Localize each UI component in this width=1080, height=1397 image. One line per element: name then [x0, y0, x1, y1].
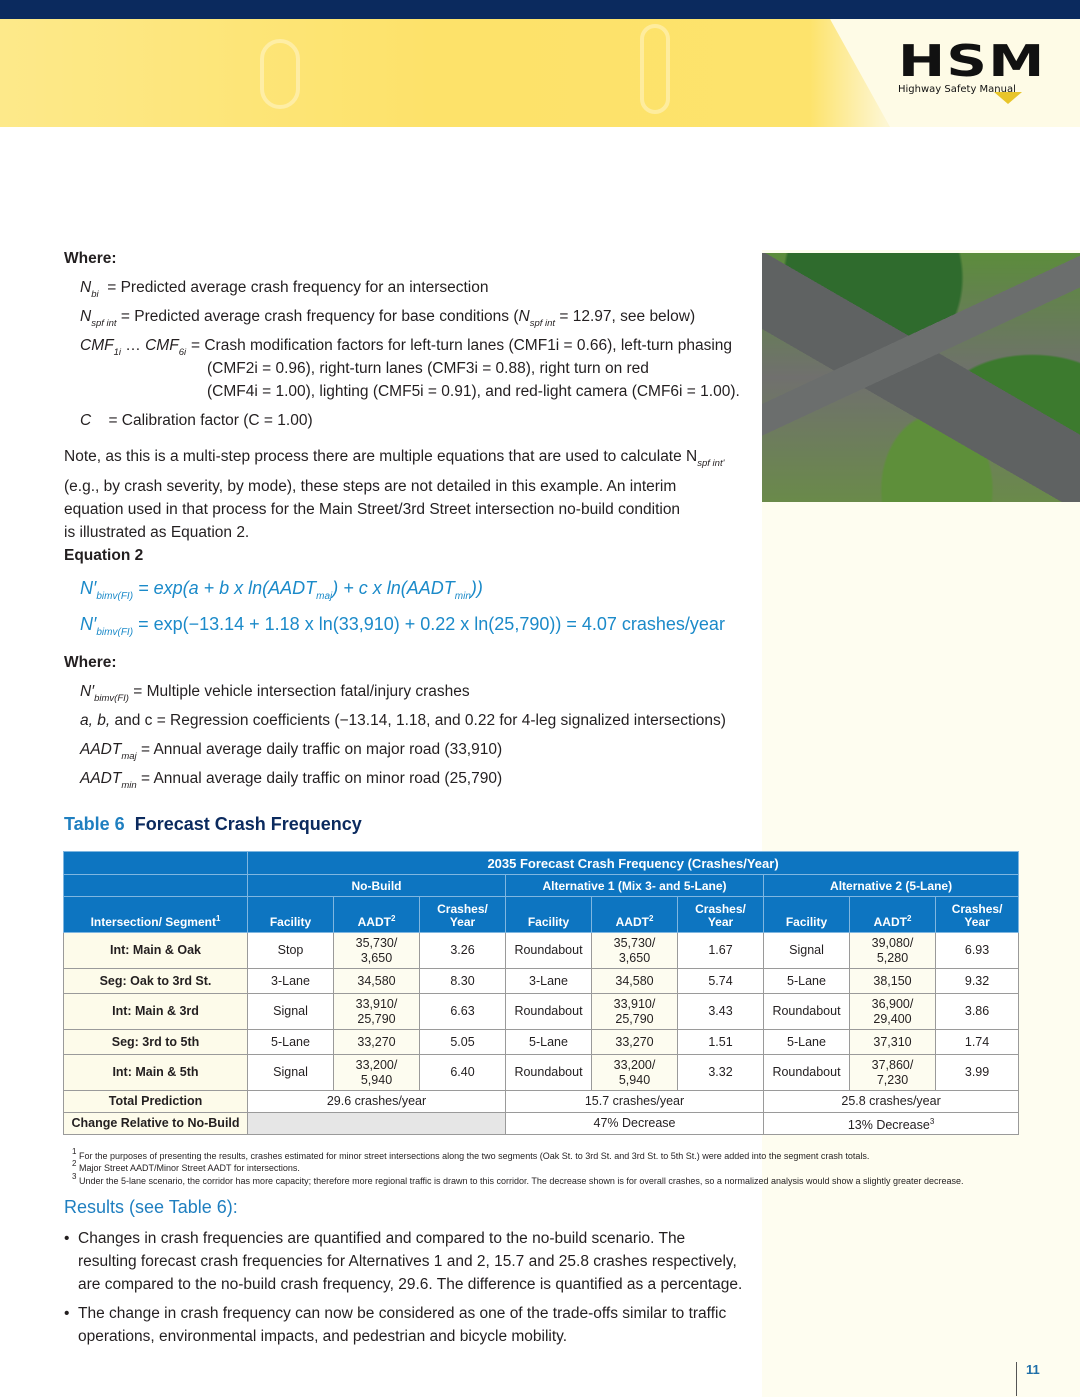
- total-no-build: 29.6 crashes/year: [248, 1091, 506, 1113]
- col-header-facility: Facility: [506, 897, 592, 933]
- bullet-icon: •: [64, 1305, 70, 1322]
- cell-crashes: 3.99: [936, 1055, 1019, 1091]
- def-nbi: $N_{bi}$ = Predicted average crash frequency for an intersection: [80, 279, 489, 300]
- def-cmf-line3: (CMF4i = 1.00), lighting (CMF5i = 0.91), and red-light camera (CMF6i = 1.00).: [207, 383, 740, 400]
- col-header-crashes: Crashes/ Year: [420, 897, 506, 933]
- cell-facility: Signal: [248, 994, 334, 1030]
- cell-aadt: 33,270: [334, 1030, 420, 1055]
- cell-facility: 5-Lane: [248, 1030, 334, 1055]
- cell-aadt: 37,310: [850, 1030, 936, 1055]
- cell-aadt: 35,730/ 3,650: [334, 933, 420, 969]
- def-c: C = Calibration factor (C = 1.00): [80, 412, 313, 429]
- table-row: [64, 1055, 1019, 1091]
- where-heading-2: Where:: [64, 654, 117, 671]
- cell-crashes: 6.40: [420, 1055, 506, 1091]
- cell-facility: 3-Lane: [506, 969, 592, 994]
- cell-facility: 5-Lane: [764, 1030, 850, 1055]
- row-label: Int: Main & 3rd: [64, 994, 248, 1030]
- table-header-blank: [64, 875, 248, 897]
- total-alternative-2: 25.8 crashes/year: [764, 1091, 1019, 1113]
- footnote-1: $^1$ For the purposes of presenting the results, crashes estimated for minor street intersections along the two segments (Oak St. to 3rd St. and 3rd St. to 5th St.) were added into the segment crash totals.: [72, 1147, 870, 1161]
- row-label: Int: Main & Oak: [64, 933, 248, 969]
- change-alternative-2: 13% Decrease$^3$: [764, 1113, 1019, 1135]
- cell-facility: Roundabout: [764, 1055, 850, 1091]
- col-header-aadt: AADT$^2$: [592, 897, 678, 933]
- cell-aadt: 33,200/ 5,940: [334, 1055, 420, 1091]
- cell-aadt: 35,730/ 3,650: [592, 933, 678, 969]
- cell-aadt: 34,580: [334, 969, 420, 994]
- col-header-segment: Intersection/ Segment$^1$: [64, 897, 248, 933]
- col-header-aadt: AADT$^2$: [334, 897, 420, 933]
- def-regression: a, b, and c = Regression coefficients (−13.14, 1.18, and 0.22 for 4-leg signalized intersections): [80, 712, 726, 729]
- group-no-build: No-Build: [248, 875, 506, 897]
- def-nbimv: $N'_{bimv(FI)}$ = Multiple vehicle intersection fatal/injury crashes: [80, 683, 470, 704]
- where-heading-1: Where:: [64, 250, 117, 267]
- table-header-blank: [64, 852, 248, 875]
- footnote-2: $^2$ Major Street AADT/Minor Street AADT for intersections.: [72, 1159, 300, 1173]
- note-paragraph: Note, as this is a multi-step process there are multiple equations that are used to calculate $N_{spf int'}$ (e.g., by crash severity, by mode), these steps are not detailed in this example. An interim equation used in that process for the Main Street/3rd Street intersection no-build condition is illustrated as Equation 2.: [64, 448, 725, 541]
- col-header-facility: Facility: [248, 897, 334, 933]
- cell-aadt: 33,910/ 25,790: [592, 994, 678, 1030]
- cell-aadt: 34,580: [592, 969, 678, 994]
- cell-facility: 3-Lane: [248, 969, 334, 994]
- cell-facility: Signal: [764, 933, 850, 969]
- footnote-3: $^3$ Under the 5-lane scenario, the corridor has more capacity; therefore more regional traffic is drawn to this corridor. The decrease shown is for overall crashes, so a normalized analysis would show a slightly greater decrease.: [72, 1172, 964, 1186]
- def-cmf-symbol: $CMF_{1i}$ … $CMF_{6i}$: [80, 337, 187, 358]
- col-header-aadt: AADT$^2$: [850, 897, 936, 933]
- cell-facility: Roundabout: [506, 994, 592, 1030]
- cell-aadt: 36,900/ 29,400: [850, 994, 936, 1030]
- logo-mark: HSM: [898, 36, 1046, 87]
- table-row: [64, 994, 1019, 1030]
- cell-aadt: 33,270: [592, 1030, 678, 1055]
- logo-triangle-icon: [994, 92, 1022, 104]
- cell-crashes: 3.86: [936, 994, 1019, 1030]
- table-super-header: 2035 Forecast Crash Frequency (Crashes/Year): [248, 852, 1019, 875]
- total-prediction-row: [64, 1091, 1019, 1113]
- top-navy-bar: [0, 0, 1080, 19]
- def-cmf-line1: = Crash modification factors for left-turn lanes (CMF1i = 0.66), left-turn phasing: [191, 337, 733, 354]
- cell-crashes: 3.32: [678, 1055, 764, 1091]
- cell-facility: 5-Lane: [506, 1030, 592, 1055]
- cell-aadt: 39,080/ 5,280: [850, 933, 936, 969]
- cell-crashes: 1.74: [936, 1030, 1019, 1055]
- cell-crashes: 9.32: [936, 969, 1019, 994]
- banner-decoration: [260, 39, 300, 109]
- aerial-intersection-photo: [762, 253, 1080, 502]
- change-alternative-1: 47% Decrease: [506, 1113, 764, 1135]
- change-no-build: [248, 1113, 506, 1135]
- cell-facility: 5-Lane: [764, 969, 850, 994]
- bullet-icon: •: [64, 1230, 70, 1247]
- cell-facility: Roundabout: [506, 933, 592, 969]
- def-nspf: $N_{spf int}$ = Predicted average crash frequency for base conditions ($N_{spf int} = 12.97$, see below): [80, 308, 696, 329]
- cell-facility: Roundabout: [506, 1055, 592, 1091]
- results-heading: Results (see Table 6):: [64, 1197, 238, 1217]
- banner-decoration: [640, 24, 670, 114]
- cell-crashes: 8.30: [420, 969, 506, 994]
- change-row: [64, 1113, 1019, 1135]
- table-caption: Table 6 Forecast Crash Frequency: [64, 814, 362, 834]
- table-row: [64, 1030, 1019, 1055]
- cell-crashes: 3.26: [420, 933, 506, 969]
- group-alternative-1: Alternative 1 (Mix 3- and 5-Lane): [506, 875, 764, 897]
- row-label: Int: Main & 5th: [64, 1055, 248, 1091]
- cell-facility: Stop: [248, 933, 334, 969]
- logo-subtitle: Highway Safety Manual: [898, 84, 1016, 95]
- cell-crashes: 5.74: [678, 969, 764, 994]
- page-number: 11: [1016, 1362, 1040, 1396]
- equation-2-numeric: $N'_{bimv(FI)} = \exp(-13.14 + 1.18$ x ln(33,910) + 0.22 x ln(25,790)) = 4.07 crashes/year: [80, 614, 725, 638]
- table-row: [64, 933, 1019, 969]
- row-label: Seg: Oak to 3rd St.: [64, 969, 248, 994]
- def-aadt-maj: $AADT_{maj}$ = Annual average daily traffic on major road (33,910): [80, 741, 503, 762]
- row-label: Change Relative to No-Build: [64, 1113, 248, 1135]
- hsm-logo: [898, 36, 1048, 107]
- group-alternative-2: Alternative 2 (5-Lane): [764, 875, 1019, 897]
- col-header-crashes: Crashes/ Year: [678, 897, 764, 933]
- cell-crashes: 6.63: [420, 994, 506, 1030]
- row-label: Total Prediction: [64, 1091, 248, 1113]
- def-cmf-line2: (CMF2i = 0.96), right-turn lanes (CMF3i = 0.88), right turn on red: [207, 360, 649, 377]
- equation-2-heading: Equation 2: [64, 547, 144, 564]
- cell-aadt: 33,910/ 25,790: [334, 994, 420, 1030]
- cell-aadt: 38,150: [850, 969, 936, 994]
- cell-crashes: 5.05: [420, 1030, 506, 1055]
- forecast-crash-table: [63, 851, 1019, 1135]
- col-header-facility: Facility: [764, 897, 850, 933]
- cell-facility: Roundabout: [764, 994, 850, 1030]
- col-header-crashes: Crashes/ Year: [936, 897, 1019, 933]
- cell-aadt: 37,860/ 7,230: [850, 1055, 936, 1091]
- results-bullet-2: • The change in crash frequency can now be considered as one of the trade-offs similar to traffic operations, environmental impacts, and pedestrian and bicycle mobility.: [64, 1302, 744, 1348]
- def-aadt-min: $AADT_{min}$ = Annual average daily traffic on minor road (25,790): [80, 770, 503, 791]
- table-row: [64, 969, 1019, 994]
- total-alternative-1: 15.7 crashes/year: [506, 1091, 764, 1113]
- cell-crashes: 3.43: [678, 994, 764, 1030]
- cell-aadt: 33,200/ 5,940: [592, 1055, 678, 1091]
- row-label: Seg: 3rd to 5th: [64, 1030, 248, 1055]
- equation-2-general: $N'_{bimv(FI)} = \exp(a + b$ x $\ln(AADT_{maj}) + c$ x $\ln(AADT_{min})$): [80, 578, 483, 602]
- cell-crashes: 1.67: [678, 933, 764, 969]
- results-bullet-1: • Changes in crash frequencies are quantified and compared to the no-build scenario. The resulting forecast crash frequencies for Alternatives 1 and 2, 15.7 and 25.8 crashes respectively, are compared to the no-build crash frequency, 29.6. The difference is quantified as a percentage.: [64, 1227, 744, 1296]
- cell-facility: Signal: [248, 1055, 334, 1091]
- cell-crashes: 1.51: [678, 1030, 764, 1055]
- cell-crashes: 6.93: [936, 933, 1019, 969]
